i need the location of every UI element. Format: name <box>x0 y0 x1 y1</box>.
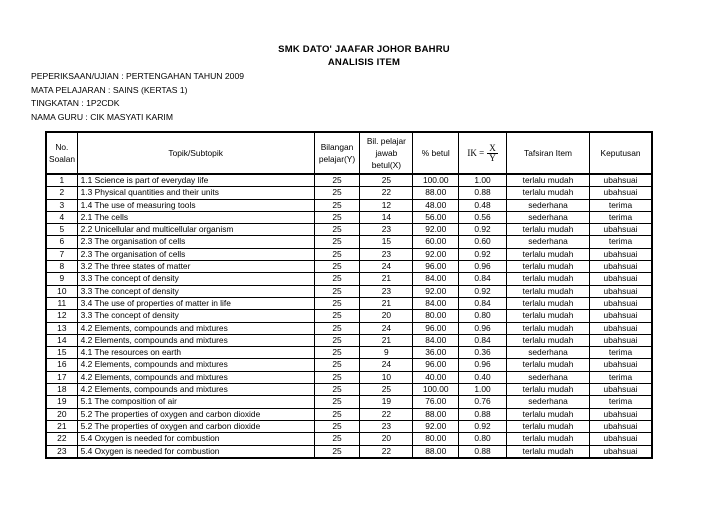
school-title: SMK DATO' JAAFAR JOHOR BAHRU <box>278 44 450 55</box>
cell-percent: 88.00 <box>413 187 459 199</box>
cell-percent: 76.00 <box>413 396 459 408</box>
col-topic-header: Topik/Subtopik <box>77 132 314 174</box>
cell-topic: 4.2 Elements, compounds and mixtures <box>77 334 314 346</box>
cell-correct: 21 <box>360 334 413 346</box>
cell-students: 25 <box>314 248 360 260</box>
cell-decision: ubahsuai <box>590 433 652 445</box>
cell-decision: ubahsuai <box>590 285 652 297</box>
cell-no: 16 <box>46 359 77 371</box>
cell-percent: 84.00 <box>413 334 459 346</box>
cell-no: 23 <box>46 445 77 458</box>
cell-interp: terlalu mudah <box>506 273 589 285</box>
table-row <box>46 420 652 432</box>
cell-ik: 0.40 <box>459 371 507 383</box>
cell-decision: ubahsuai <box>590 408 652 420</box>
table-row <box>46 396 652 408</box>
cell-topic: 4.2 Elements, compounds and mixtures <box>77 371 314 383</box>
cell-interp: terlalu mudah <box>506 445 589 458</box>
cell-no: 10 <box>46 285 77 297</box>
cell-correct: 20 <box>360 433 413 445</box>
table-row <box>46 371 652 383</box>
cell-correct: 19 <box>360 396 413 408</box>
cell-students: 25 <box>314 371 360 383</box>
cell-interp: sederhana <box>506 211 589 223</box>
cell-decision: ubahsuai <box>590 261 652 273</box>
cell-topic: 4.2 Elements, compounds and mixtures <box>77 359 314 371</box>
col-interp-header: Tafsiran Item <box>506 132 589 174</box>
cell-percent: 84.00 <box>413 297 459 309</box>
cell-correct: 23 <box>360 248 413 260</box>
table-row <box>46 433 652 445</box>
cell-ik: 0.84 <box>459 273 507 285</box>
cell-no: 22 <box>46 433 77 445</box>
cell-correct: 14 <box>360 211 413 223</box>
cell-ik: 0.36 <box>459 347 507 359</box>
cell-interp: sederhana <box>506 236 589 248</box>
table-row <box>46 273 652 285</box>
cell-correct: 22 <box>360 408 413 420</box>
cell-students: 25 <box>314 396 360 408</box>
exam-info: PEPERIKSAAN/UJIAN : PERTENGAHAN TAHUN 2009 <box>31 71 244 81</box>
table-row <box>46 297 652 309</box>
item-analysis-table <box>45 131 653 459</box>
cell-topic: 4.2 Elements, compounds and mixtures <box>77 384 314 396</box>
teacher-info: NAMA GURU : CIK MASYATI KARIM <box>31 111 173 122</box>
cell-interp: terlalu mudah <box>506 334 589 346</box>
cell-percent: 88.00 <box>413 408 459 420</box>
cell-no: 6 <box>46 236 77 248</box>
cell-percent: 36.00 <box>413 347 459 359</box>
col-correct-label-1: Bil. pelajar <box>366 136 406 146</box>
table-row <box>46 236 652 248</box>
col-students-label-2: pelajar(Y) <box>318 154 356 164</box>
cell-correct: 20 <box>360 310 413 322</box>
cell-decision: terima <box>590 371 652 383</box>
cell-percent: 80.00 <box>413 433 459 445</box>
cell-students: 25 <box>314 224 360 236</box>
ik-numerator: X <box>489 142 496 153</box>
ik-fraction <box>487 144 498 163</box>
cell-students: 25 <box>314 297 360 309</box>
table-row <box>46 445 652 458</box>
cell-topic: 3.4 The use of properties of matter in life <box>77 297 314 309</box>
col-correct-header <box>360 132 413 174</box>
cell-decision: ubahsuai <box>590 420 652 432</box>
cell-no: 7 <box>46 248 77 260</box>
cell-percent: 92.00 <box>413 420 459 432</box>
cell-ik: 0.56 <box>459 211 507 223</box>
cell-topic: 4.1 The resources on earth <box>77 347 314 359</box>
cell-interp: terlalu mudah <box>506 261 589 273</box>
cell-ik: 0.92 <box>459 420 507 432</box>
table-row <box>46 187 652 199</box>
cell-decision: ubahsuai <box>590 310 652 322</box>
cell-percent: 92.00 <box>413 248 459 260</box>
report-title: ANALISIS ITEM <box>327 57 401 68</box>
cell-no: 1 <box>46 174 77 187</box>
col-correct-label-2: jawab <box>375 148 398 158</box>
cell-students: 25 <box>314 359 360 371</box>
ik-formula <box>467 144 497 163</box>
cell-percent: 80.00 <box>413 310 459 322</box>
table-row <box>46 310 652 322</box>
cell-percent: 92.00 <box>413 285 459 297</box>
col-no-header <box>46 132 77 174</box>
cell-correct: 23 <box>360 224 413 236</box>
table-row <box>46 261 652 273</box>
cell-ik: 0.92 <box>459 248 507 260</box>
cell-students: 25 <box>314 236 360 248</box>
cell-percent: 92.00 <box>413 224 459 236</box>
cell-students: 25 <box>314 285 360 297</box>
cell-interp: sederhana <box>506 371 589 383</box>
cell-percent: 40.00 <box>413 371 459 383</box>
cell-students: 25 <box>314 187 360 199</box>
table-body <box>46 174 652 458</box>
cell-correct: 24 <box>360 261 413 273</box>
table-row <box>46 408 652 420</box>
cell-ik: 1.00 <box>459 384 507 396</box>
cell-topic: 5.2 The properties of oxygen and carbon dioxide <box>77 408 314 420</box>
cell-topic: 3.3 The concept of density <box>77 285 314 297</box>
cell-correct: 24 <box>360 359 413 371</box>
cell-no: 3 <box>46 199 77 211</box>
cell-percent: 60.00 <box>413 236 459 248</box>
cell-correct: 15 <box>360 236 413 248</box>
cell-students: 25 <box>314 199 360 211</box>
cell-ik: 0.76 <box>459 396 507 408</box>
cell-no: 20 <box>46 408 77 420</box>
cell-no: 15 <box>46 347 77 359</box>
cell-topic: 5.1 The composition of air <box>77 396 314 408</box>
table-row <box>46 359 652 371</box>
cell-topic: 5.2 The properties of oxygen and carbon dioxide <box>77 420 314 432</box>
table-row <box>46 248 652 260</box>
cell-interp: terlalu mudah <box>506 359 589 371</box>
col-students-label-1: Bilangan <box>320 142 354 152</box>
cell-correct: 9 <box>360 347 413 359</box>
cell-decision: ubahsuai <box>590 334 652 346</box>
cell-decision: ubahsuai <box>590 445 652 458</box>
cell-interp: terlalu mudah <box>506 187 589 199</box>
cell-students: 25 <box>314 261 360 273</box>
cell-students: 25 <box>314 273 360 285</box>
table-row <box>46 174 652 187</box>
cell-ik: 0.92 <box>459 224 507 236</box>
cell-topic: 1.1 Science is part of everyday life <box>77 174 314 187</box>
cell-no: 19 <box>46 396 77 408</box>
table-row <box>46 224 652 236</box>
cell-ik: 0.80 <box>459 433 507 445</box>
cell-interp: terlalu mudah <box>506 310 589 322</box>
cell-students: 25 <box>314 420 360 432</box>
cell-interp: terlalu mudah <box>506 285 589 297</box>
cell-ik: 0.60 <box>459 236 507 248</box>
cell-ik: 0.84 <box>459 334 507 346</box>
cell-interp: terlalu mudah <box>506 384 589 396</box>
cell-topic: 5.4 Oxygen is needed for combustion <box>77 445 314 458</box>
cell-percent: 96.00 <box>413 359 459 371</box>
cell-correct: 23 <box>360 420 413 432</box>
cell-no: 14 <box>46 334 77 346</box>
col-students-header <box>314 132 360 174</box>
cell-topic: 4.2 Elements, compounds and mixtures <box>77 322 314 334</box>
cell-students: 25 <box>314 408 360 420</box>
cell-percent: 100.00 <box>413 384 459 396</box>
col-no-label-2: Soalan <box>49 154 76 164</box>
cell-students: 25 <box>314 433 360 445</box>
cell-percent: 56.00 <box>413 211 459 223</box>
cell-ik: 0.80 <box>459 310 507 322</box>
col-ik-header <box>459 132 507 174</box>
cell-decision: ubahsuai <box>590 384 652 396</box>
cell-correct: 21 <box>360 273 413 285</box>
cell-topic: 1.4 The use of measuring tools <box>77 199 314 211</box>
table-row <box>46 347 652 359</box>
col-percent-header: % betul <box>413 132 459 174</box>
cell-no: 17 <box>46 371 77 383</box>
table-row <box>46 285 652 297</box>
col-correct-label-3: betul(X) <box>371 160 402 170</box>
cell-decision: terima <box>590 211 652 223</box>
table-row <box>46 384 652 396</box>
cell-decision: ubahsuai <box>590 187 652 199</box>
cell-interp: terlalu mudah <box>506 420 589 432</box>
table-row <box>46 322 652 334</box>
table-row <box>46 199 652 211</box>
cell-decision: ubahsuai <box>590 248 652 260</box>
cell-no: 13 <box>46 322 77 334</box>
cell-interp: sederhana <box>506 347 589 359</box>
cell-no: 18 <box>46 384 77 396</box>
cell-percent: 96.00 <box>413 261 459 273</box>
cell-decision: ubahsuai <box>590 322 652 334</box>
cell-ik: 0.84 <box>459 297 507 309</box>
cell-interp: terlalu mudah <box>506 433 589 445</box>
cell-decision: terima <box>590 347 652 359</box>
cell-no: 12 <box>46 310 77 322</box>
cell-interp: terlalu mudah <box>506 297 589 309</box>
cell-ik: 0.88 <box>459 445 507 458</box>
subject-info: MATA PELAJARAN : SAINS (KERTAS 1) <box>31 84 188 95</box>
cell-ik: 0.92 <box>459 285 507 297</box>
cell-no: 21 <box>46 420 77 432</box>
cell-percent: 84.00 <box>413 273 459 285</box>
cell-percent: 88.00 <box>413 445 459 458</box>
cell-ik: 0.48 <box>459 199 507 211</box>
ik-denominator: Y <box>489 152 496 163</box>
cell-students: 25 <box>314 322 360 334</box>
cell-topic: 2.2 Unicellular and multicellular organism <box>77 224 314 236</box>
cell-topic: 1.3 Physical quantities and their units <box>77 187 314 199</box>
cell-topic: 2.3 The organisation of cells <box>77 248 314 260</box>
cell-topic: 3.3 The concept of density <box>77 273 314 285</box>
cell-correct: 25 <box>360 384 413 396</box>
cell-ik: 0.96 <box>459 322 507 334</box>
cell-interp: terlalu mudah <box>506 408 589 420</box>
cell-students: 25 <box>314 310 360 322</box>
cell-students: 25 <box>314 211 360 223</box>
cell-correct: 12 <box>360 199 413 211</box>
cell-topic: 5.4 Oxygen is needed for combustion <box>77 433 314 445</box>
cell-students: 25 <box>314 334 360 346</box>
col-decision-header: Keputusan <box>590 132 652 174</box>
cell-interp: sederhana <box>506 199 589 211</box>
cell-decision: ubahsuai <box>590 174 652 187</box>
cell-decision: ubahsuai <box>590 273 652 285</box>
cell-no: 9 <box>46 273 77 285</box>
cell-correct: 22 <box>360 445 413 458</box>
cell-students: 25 <box>314 347 360 359</box>
cell-topic: 3.2 The three states of matter <box>77 261 314 273</box>
cell-percent: 48.00 <box>413 199 459 211</box>
cell-no: 11 <box>46 297 77 309</box>
cell-topic: 2.1 The cells <box>77 211 314 223</box>
cell-decision: terima <box>590 396 652 408</box>
cell-interp: terlalu mudah <box>506 224 589 236</box>
cell-ik: 0.88 <box>459 408 507 420</box>
cell-topic: 3.3 The concept of density <box>77 310 314 322</box>
cell-no: 8 <box>46 261 77 273</box>
cell-correct: 24 <box>360 322 413 334</box>
cell-interp: terlalu mudah <box>506 322 589 334</box>
cell-percent: 100.00 <box>413 174 459 187</box>
level-info: TINGKATAN : 1P2CDK <box>31 98 120 109</box>
col-no-label-1: No. <box>55 142 69 152</box>
cell-decision: ubahsuai <box>590 359 652 371</box>
cell-ik: 0.88 <box>459 187 507 199</box>
cell-ik: 1.00 <box>459 174 507 187</box>
cell-no: 5 <box>46 224 77 236</box>
ik-label: IK = <box>467 148 485 158</box>
table-row <box>46 334 652 346</box>
cell-ik: 0.96 <box>459 359 507 371</box>
cell-interp: terlalu mudah <box>506 248 589 260</box>
cell-correct: 22 <box>360 187 413 199</box>
cell-students: 25 <box>314 384 360 396</box>
cell-no: 2 <box>46 187 77 199</box>
report-meta <box>31 70 244 124</box>
cell-decision: terima <box>590 199 652 211</box>
cell-correct: 25 <box>360 174 413 187</box>
cell-percent: 96.00 <box>413 322 459 334</box>
cell-interp: terlalu mudah <box>506 174 589 187</box>
table-header-row <box>46 132 652 174</box>
cell-correct: 23 <box>360 285 413 297</box>
cell-students: 25 <box>314 174 360 187</box>
cell-students: 25 <box>314 445 360 458</box>
cell-topic: 2.3 The organisation of cells <box>77 236 314 248</box>
cell-decision: ubahsuai <box>590 224 652 236</box>
cell-decision: ubahsuai <box>590 297 652 309</box>
cell-ik: 0.96 <box>459 261 507 273</box>
cell-interp: sederhana <box>506 396 589 408</box>
cell-correct: 10 <box>360 371 413 383</box>
table-row <box>46 211 652 223</box>
cell-correct: 21 <box>360 297 413 309</box>
cell-decision: terima <box>590 236 652 248</box>
cell-no: 4 <box>46 211 77 223</box>
